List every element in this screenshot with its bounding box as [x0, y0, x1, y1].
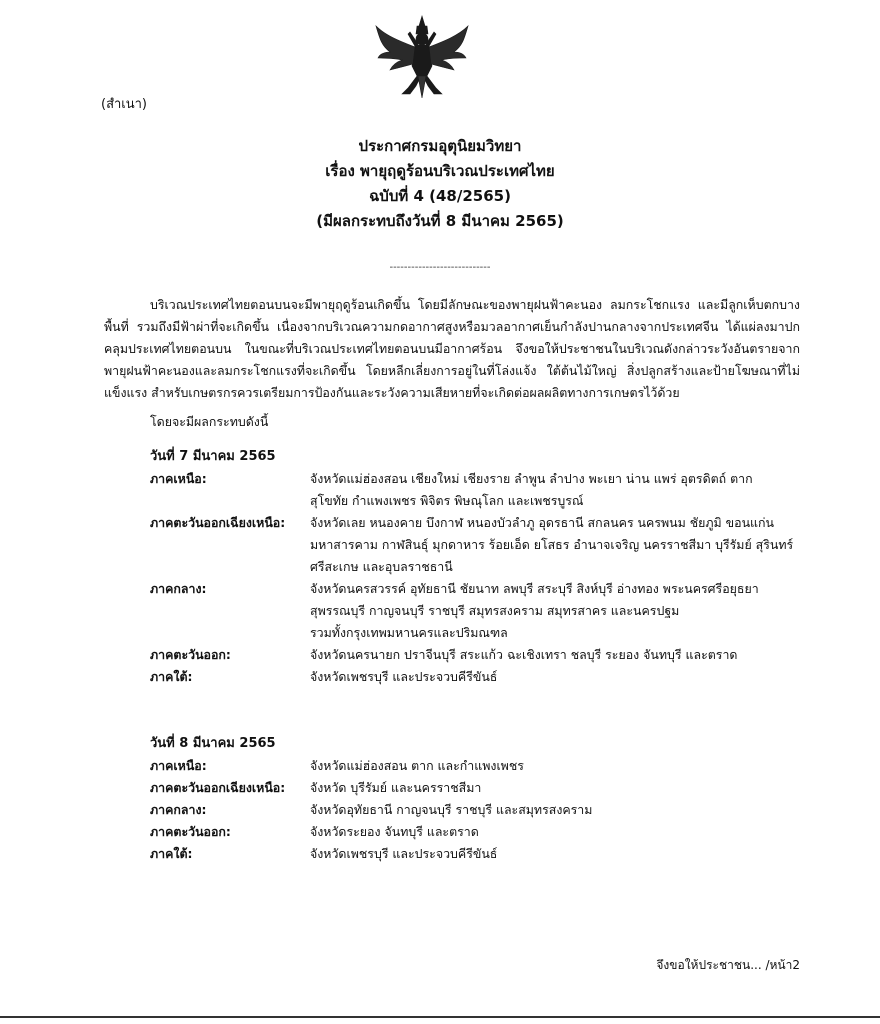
garuda-emblem-icon: [372, 14, 472, 100]
region-provinces: [310, 512, 810, 578]
province-line: จังหวัด บุรีรัมย์ และนครราชสีมา: [310, 780, 482, 795]
province-line: จังหวัดเพชรบุรี และประจวบคีรีขันธ์: [310, 846, 498, 861]
province-line: จังหวัดนครนายก ปราจีนบุรี สระแก้ว ฉะเชิงเทรา ชลบุรี ระยอง จันทบุรี และตราด: [310, 647, 738, 662]
day-title: วันที่ 8 มีนาคม 2565: [150, 736, 276, 751]
province-line: จังหวัดระยอง จันทบุรี และตราด: [310, 824, 479, 839]
day-title: วันที่ 7 มีนาคม 2565: [150, 449, 276, 464]
divider: ----------------------------: [389, 262, 491, 273]
province-line: จังหวัดนครสวรรค์ อุทัยธานี ชัยนาท ลพบุรี สระบุรี สิงห์บุรี อ่างทอง พระนครศรีอยุธยา: [310, 581, 759, 596]
region-provinces: [310, 578, 810, 644]
page-bottom-rule: [0, 1016, 880, 1018]
day-section-2: [150, 733, 810, 865]
region-provinces: [310, 799, 810, 821]
province-line: รวมทั้งกรุงเทพมหานครและปริมณฑล: [310, 625, 508, 640]
region-row: [150, 578, 810, 644]
region-row: [150, 843, 810, 865]
region-row: [150, 468, 810, 512]
region-row: [150, 755, 810, 777]
region-provinces: [310, 755, 810, 777]
region-provinces: [310, 666, 810, 688]
impact-intro: โดยจะมีผลกระทบดังนี้: [150, 414, 269, 429]
province-line: จังหวัดเพชรบุรี และประจวบคีรีขันธ์: [310, 669, 498, 684]
day-section-1: [150, 446, 810, 688]
region-name: ภาคกลาง:: [150, 802, 207, 817]
region-provinces: [310, 821, 810, 843]
region-provinces: [310, 468, 810, 512]
region-name: ภาคตะวันออก:: [150, 824, 231, 839]
region-provinces: [310, 843, 810, 865]
province-line: สุโขทัย กำแพงเพชร พิจิตร พิษณุโลก และเพชรบูรณ์: [310, 493, 584, 508]
region-name: ภาคเหนือ:: [150, 471, 207, 486]
region-provinces: [310, 644, 810, 666]
announcement-heading: [0, 134, 880, 234]
region-provinces: [310, 777, 810, 799]
region-name: ภาคใต้:: [150, 846, 193, 861]
heading-subject: เรื่อง พายุฤดูร้อนบริเวณประเทศไทย: [325, 162, 555, 180]
region-row: [150, 821, 810, 843]
heading-effective-date: (มีผลกระทบถึงวันที่ 8 มีนาคม 2565): [316, 212, 564, 230]
body-paragraph: [104, 294, 800, 404]
heading-agency: ประกาศกรมอุตุนิยมวิทยา: [358, 137, 522, 155]
region-name: ภาคตะวันออกเฉียงเหนือ:: [150, 780, 286, 795]
region-name: ภาคตะวันออก:: [150, 647, 231, 662]
province-line: จังหวัดแม่ฮ่องสอน เชียงใหม่ เชียงราย ลำพูน ลำปาง พะเยา น่าน แพร่ อุตรดิตถ์ ตาก: [310, 471, 753, 486]
heading-issue-number: ฉบับที่ 4 (48/2565): [369, 187, 511, 205]
region-row: [150, 799, 810, 821]
region-name: ภาคตะวันออกเฉียงเหนือ:: [150, 515, 286, 530]
province-line: ศรีสะเกษ และอุบลราชธานี: [310, 559, 453, 574]
region-row: [150, 644, 810, 666]
region-name: ภาคใต้:: [150, 669, 193, 684]
region-name: ภาคเหนือ:: [150, 758, 207, 773]
region-row: [150, 512, 810, 578]
region-row: [150, 777, 810, 799]
province-line: สุพรรณบุรี กาญจนบุรี ราชบุรี สมุทรสงคราม สมุทรสาคร และนครปฐม: [310, 603, 680, 618]
province-line: จังหวัดเลย หนองคาย บึงกาฬ หนองบัวลำภู อุดรธานี สกลนคร นครพนม ชัยภูมิ ขอนแก่น: [310, 515, 775, 530]
body-paragraph-text: บริเวณประเทศไทยตอนบนจะมีพายุฤดูร้อนเกิดขึ้น โดยมีลักษณะของพายุฝนฟ้าคะนอง ลมกระโชกแรง และมีลูกเห็บตกบางพื้นที่ รวมถึงมีฟ้าผ่าที่จะเกิดขึ้น เนื่องจากบริเวณความกดอากาศสูงหรือมวลอากาศเย็นกำลังปานกลางจากประเทศจีน ได้แผ่ลงมาปกคลุมประเทศไทยตอนบน ในขณะที่บริเวณประเทศไทยตอนบนมีอากาศร้อน จึงขอให้ประชาชนในบริเวณดังกล่าวระวังอันตรายจากพายุฝนฟ้าคะนองและลมกระโชกแรงที่จะเกิดขึ้น โดยหลีกเลี่ยงการอยู่ในที่โล่งแจ้ง ใต้ต้นไม้ใหญ่ สิ่งปลูกสร้างและป้ายโฆษณาที่ไม่แข็งแรง สำหรับเกษตรกรควรเตรียมการป้องกันและระวังความเสียหายที่จะเกิดต่อผลผลิตทางการเกษตรไว้ด้วย: [104, 297, 800, 400]
province-line: จังหวัดอุทัยธานี กาญจนบุรี ราชบุรี และสมุทรสงคราม: [310, 802, 593, 817]
province-line: มหาสารคาม กาฬสินธุ์ มุกดาหาร ร้อยเอ็ด ยโสธร อำนาจเจริญ นครราชสีมา บุรีรัมย์ สุรินทร์: [310, 537, 794, 552]
region-row: [150, 666, 810, 688]
region-name: ภาคกลาง:: [150, 581, 207, 596]
continuation-note: จึงขอให้ประชาชน... /หน้า2: [656, 958, 800, 972]
copy-label: (สำเนา): [101, 97, 148, 112]
province-line: จังหวัดแม่ฮ่องสอน ตาก และกำแพงเพชร: [310, 758, 524, 773]
